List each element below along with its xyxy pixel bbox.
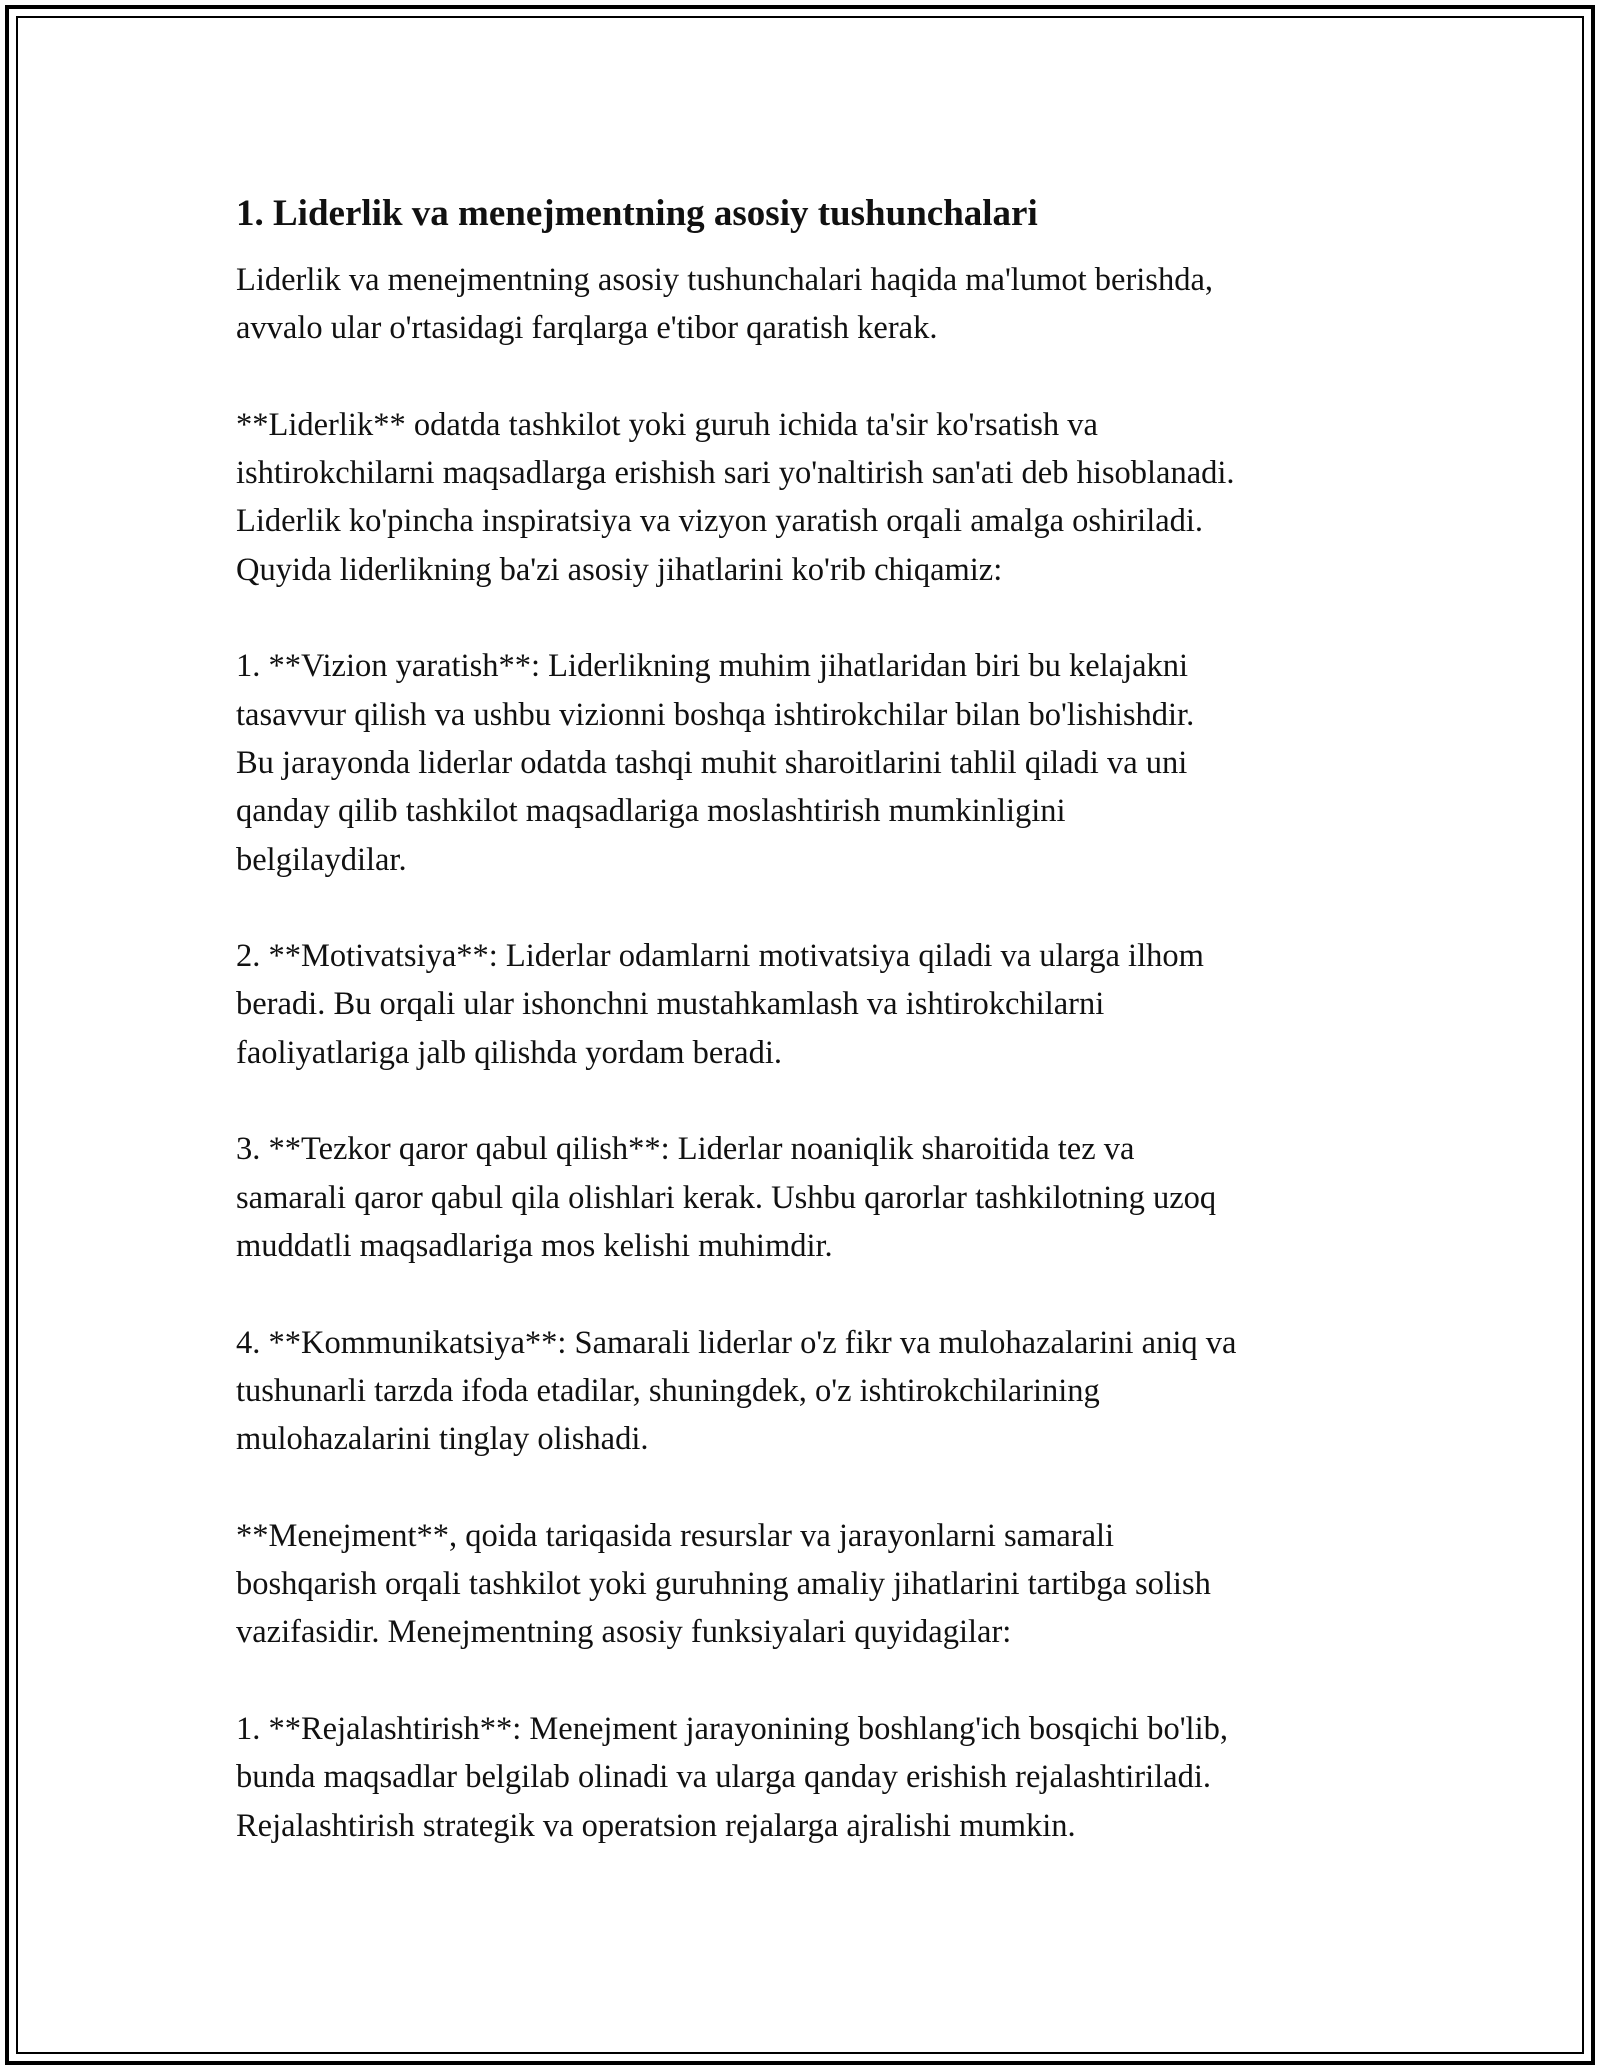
section-heading: 1. Liderlik va menejmentning asosiy tushunchalari [236,193,1038,234]
list-item-vision: 1. **Vizion yaratish**: Liderlikning muhim jihatlaridan biri bu kelajakni tasavvur qilish va ushbu vizionni boshqa ishtirokchilar bilan bo'lishishdir. Bu jarayonda liderlar odatda tashqi muhit sharoitlarini tahlil qiladi va uni qanday qilib tashkilot maqsadlariga moslashtirish mumkinligini belgilaydilar. [236,648,1195,878]
management-definition-paragraph: **Menejment**, qoida tariqasida resurslar va jarayonlarni samarali boshqarish orqali tashkilot yoki guruhning amaliy jihatlarini tartibga solish vazifasidir. Menejmentning asosiy funksiyalari quyidagilar: [236,1517,1211,1651]
list-item-decision-making: 3. **Tezkor qaror qabul qilish**: Liderlar noaniqlik sharoitida tez va samarali qaror qabul qila olishlari kerak. Ushbu qarorlar tashkilotning uzoq muddatli maqsadlariga mos kelishi muhimdir. [236,1131,1217,1264]
list-item-motivation: 2. **Motivatsiya**: Liderlar odamlarni motivatsiya qiladi va ularga ilhom beradi. Bu orqali ular ishonchni mustahkamlash va ishtirokchilarni faoliyatlariga jalb qilishda yordam beradi. [236,938,1204,1071]
list-item-communication: 4. **Kommunikatsiya**: Samarali liderlar o'z fikr va mulohazalarini aniq va tushunarli tarzda ifoda etadilar, shuningdek, o'z ishtirokchilarining mulohazalarini tinglay olishadi. [236,1324,1237,1458]
document-body [236,190,1416,1850]
list-item-planning: 1. **Rejalashtirish**: Menejment jarayonining boshlang'ich bosqichi bo'lib, bunda maqsadlar belgilab olinadi va ularga qanday erishish rejalashtiriladi. Rejalashtirish strategik va operatsion rejalarga ajralishi mumkin. [236,1710,1228,1844]
leadership-definition-paragraph: **Liderlik** odatda tashkilot yoki guruh ichida ta'sir ko'rsatish va ishtirokchilarni maqsadlarga erishish sari yo'naltirish san'ati deb hisoblanadi. Liderlik ko'pincha inspiratsiya va vizyon yaratish orqali amalga oshiriladi. Quyida liderlikning ba'zi asosiy jihatlarini ko'rib chiqamiz: [236,406,1235,588]
intro-paragraph: Liderlik va menejmentning asosiy tushunchalari haqida ma'lumot berishda, avvalo ular o'rtasidagi farqlarga e'tibor qaratish kerak. [236,262,1213,347]
